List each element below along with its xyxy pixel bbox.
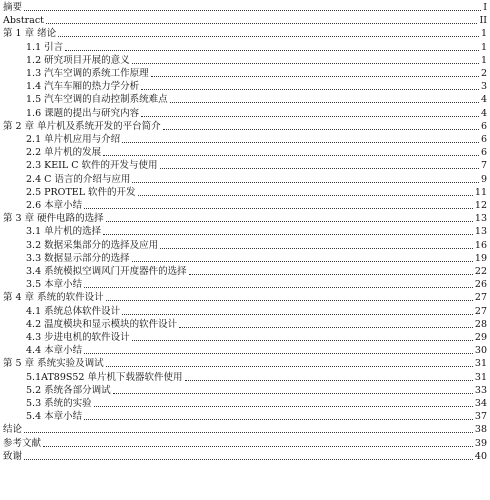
- toc-entry-section[interactable]: [0, 278, 490, 291]
- dot-leader: [46, 22, 478, 24]
- toc-entry-title: 3.2 数据采集部分的选择及应用: [26, 239, 159, 251]
- toc-entry-section[interactable]: [0, 252, 490, 265]
- toc-entry-title: 4.4 本章小结: [26, 345, 83, 357]
- toc-entry-section[interactable]: [0, 344, 490, 357]
- toc-entry-title: 1.1 引言: [26, 41, 64, 53]
- dot-leader: [106, 365, 473, 367]
- toc-entry-page-number: 6: [480, 120, 487, 132]
- toc-entry-section[interactable]: [0, 80, 490, 93]
- toc-entry-title: 2.4 C 语言的介绍与应用: [26, 173, 131, 185]
- toc-entry-chapter[interactable]: [0, 27, 490, 40]
- dot-leader: [160, 167, 479, 169]
- toc-entry-title: 1.5 汽车空调的自动控制系统难点: [26, 94, 168, 106]
- toc-entry-chapter[interactable]: [0, 423, 490, 436]
- toc-entry-page-number: 31: [474, 371, 487, 383]
- toc-entry-title: 1.2 研究项目开展的意义: [26, 54, 130, 66]
- toc-entry-section[interactable]: [0, 41, 490, 54]
- toc-entry-title: 5.4 本章小结: [26, 411, 83, 423]
- toc-entry-section[interactable]: [0, 173, 490, 186]
- toc-entry-section[interactable]: [0, 93, 490, 106]
- dot-leader: [132, 181, 479, 183]
- toc-entry-title: 第 3 章 硬件电路的选择: [3, 213, 104, 225]
- toc-entry-page-number: 7: [480, 160, 487, 172]
- toc-entry-page-number: 11: [474, 186, 487, 198]
- toc-entry-chapter[interactable]: [0, 14, 490, 27]
- dot-leader: [106, 299, 473, 301]
- dot-leader: [84, 286, 473, 288]
- toc-entry-title: 结论: [3, 424, 23, 436]
- dot-leader: [138, 194, 473, 196]
- toc-entry-chapter[interactable]: [0, 357, 490, 370]
- toc-entry-page-number: 30: [474, 345, 487, 357]
- toc-entry-page-number: 3: [480, 81, 487, 93]
- toc-entry-title: 3.5 本章小结: [26, 279, 83, 291]
- toc-entry-page-number: 13: [474, 213, 487, 225]
- toc-entry-page-number: 37: [474, 411, 487, 423]
- toc-entry-chapter[interactable]: [0, 212, 490, 225]
- toc-entry-page-number: 9: [480, 173, 487, 185]
- toc-entry-section[interactable]: [0, 199, 490, 212]
- toc-entry-page-number: 34: [474, 398, 487, 409]
- toc-entry-title: 致谢: [3, 450, 23, 462]
- toc-entry-title: 3.4 系统模拟空调风门开度器件的选择: [26, 266, 187, 277]
- toc-entry-page-number: 40: [474, 450, 487, 462]
- toc-entry-title: 2.6 本章小结: [26, 200, 83, 211]
- toc-entry-section[interactable]: [0, 54, 490, 67]
- toc-entry-section[interactable]: [0, 159, 490, 172]
- toc-entry-chapter[interactable]: [0, 450, 490, 463]
- dot-leader: [185, 379, 473, 381]
- toc-entry-chapter[interactable]: [0, 437, 490, 450]
- toc-entry-page-number: 33: [474, 384, 487, 396]
- toc-entry-page-number: 6: [480, 134, 487, 145]
- dot-leader: [141, 88, 479, 90]
- toc-entry-title: 2.3 KEIL C 软件的开发与使用: [26, 160, 158, 172]
- dot-leader: [160, 247, 473, 249]
- toc-entry-page-number: 2: [480, 68, 487, 79]
- dot-leader: [24, 458, 473, 460]
- toc-entry-section[interactable]: [0, 397, 490, 410]
- toc-entry-page-number: 31: [474, 358, 487, 370]
- dot-leader: [24, 431, 473, 433]
- toc-entry-section[interactable]: [0, 305, 490, 318]
- toc-entry-section[interactable]: [0, 146, 490, 159]
- toc-entry-title: 5.2 系统各部分调试: [26, 384, 111, 396]
- toc-entry-section[interactable]: [0, 239, 490, 252]
- toc-entry-section[interactable]: [0, 186, 490, 199]
- toc-entry-title: 3.1 单片机的选择: [26, 226, 102, 238]
- toc-entry-title: 4.2 温度模块和显示模块的软件设计: [26, 318, 178, 330]
- toc-entry-page-number: 27: [474, 305, 487, 317]
- dot-leader: [170, 101, 479, 103]
- dot-leader: [179, 326, 473, 328]
- toc-entry-page-number: 28: [474, 318, 487, 330]
- toc-entry-section[interactable]: [0, 225, 490, 238]
- toc-entry-page-number: 19: [474, 252, 487, 264]
- toc-entry-title: 1.6 课题的提出与研究内容: [26, 107, 140, 119]
- dot-leader: [84, 207, 473, 209]
- toc-entry-title: 第 2 章 单片机及系统开发的平台简介: [3, 120, 161, 132]
- toc-entry-section[interactable]: [0, 133, 490, 146]
- toc-entry-page-number: I: [483, 2, 487, 13]
- toc-entry-title: 参考文献: [3, 437, 42, 449]
- dot-leader: [84, 352, 473, 354]
- toc-entry-page-number: 27: [474, 292, 487, 304]
- dot-leader: [151, 75, 479, 77]
- dot-leader: [113, 392, 473, 394]
- toc-entry-page-number: 1: [480, 41, 487, 53]
- toc-entry-title: 第 1 章 绪论: [3, 28, 57, 40]
- dot-leader: [189, 273, 473, 275]
- toc-entry-title: 2.5 PROTEL 软件的开发: [26, 186, 136, 198]
- toc-entry-title: 1.4 汽车车厢的热力学分析: [26, 81, 140, 93]
- toc-entry-title: Abstract: [3, 15, 44, 27]
- dot-leader: [122, 313, 473, 315]
- dot-leader: [103, 233, 473, 235]
- toc-entry-chapter[interactable]: [0, 120, 490, 133]
- toc-entry-page-number: 13: [474, 226, 487, 238]
- toc-entry-section[interactable]: [0, 67, 490, 80]
- toc-entry-page-number: 12: [474, 200, 487, 211]
- toc-entry-title: 4.3 步进电机的软件设计: [26, 332, 130, 343]
- toc-entry-section[interactable]: [0, 331, 490, 344]
- dot-leader: [58, 35, 479, 37]
- dot-leader: [24, 9, 481, 11]
- toc-entry-chapter[interactable]: [0, 291, 490, 304]
- dot-leader: [84, 418, 473, 420]
- dot-leader: [132, 260, 473, 262]
- toc-entry-page-number: 26: [474, 279, 487, 291]
- dot-leader: [94, 405, 473, 407]
- toc-entry-section[interactable]: [0, 371, 490, 384]
- dot-leader: [106, 220, 473, 222]
- toc-entry-title: 5.3 系统的实验: [26, 398, 92, 409]
- dot-leader: [43, 445, 473, 447]
- toc-entry-title: 2.2 单片机的发展: [26, 147, 102, 159]
- dot-leader: [141, 115, 479, 117]
- dot-leader: [122, 141, 479, 143]
- toc-entry-title: 1.3 汽车空调的系统工作原理: [26, 68, 149, 79]
- toc-entry-title: 3.3 数据显示部分的选择: [26, 252, 130, 264]
- dot-leader: [65, 49, 479, 51]
- dot-leader: [132, 62, 479, 64]
- toc-entry-page-number: 22: [474, 266, 487, 277]
- toc-entry-title: 5.1AT89S52 单片机下载器软件使用: [26, 371, 183, 383]
- dot-leader: [103, 154, 479, 156]
- toc-entry-page-number: 39: [474, 437, 487, 449]
- toc-entry-title: 第 4 章 系统的软件设计: [3, 292, 104, 304]
- toc-entry-title: 2.1 单片机应用与介绍: [26, 134, 121, 145]
- toc-entry-chapter[interactable]: [0, 1, 490, 14]
- toc-entry-page-number: II: [479, 15, 487, 27]
- toc-entry-section[interactable]: [0, 384, 490, 397]
- toc-entry-title: 4.1 系统总体软件设计: [26, 305, 121, 317]
- toc-entry-page-number: 4: [480, 94, 487, 106]
- toc-entry-section[interactable]: [0, 318, 490, 331]
- toc-entry-section[interactable]: [0, 265, 490, 278]
- dot-leader: [163, 128, 479, 130]
- toc-entry-page-number: 1: [480, 54, 487, 66]
- toc-entry-page-number: 1: [480, 28, 487, 40]
- toc-entry-title: 第 5 章 系统实验及调试: [3, 358, 104, 370]
- toc-entry-page-number: 16: [474, 239, 487, 251]
- toc-entry-page-number: 38: [474, 424, 487, 436]
- toc-entry-page-number: 6: [480, 147, 487, 159]
- toc-entry-section[interactable]: [0, 410, 490, 423]
- toc-entry-page-number: 29: [474, 332, 487, 343]
- toc-entry-title: 摘要: [3, 2, 23, 13]
- toc-entry-section[interactable]: [0, 107, 490, 120]
- toc-entry-page-number: 4: [480, 107, 487, 119]
- dot-leader: [132, 339, 473, 341]
